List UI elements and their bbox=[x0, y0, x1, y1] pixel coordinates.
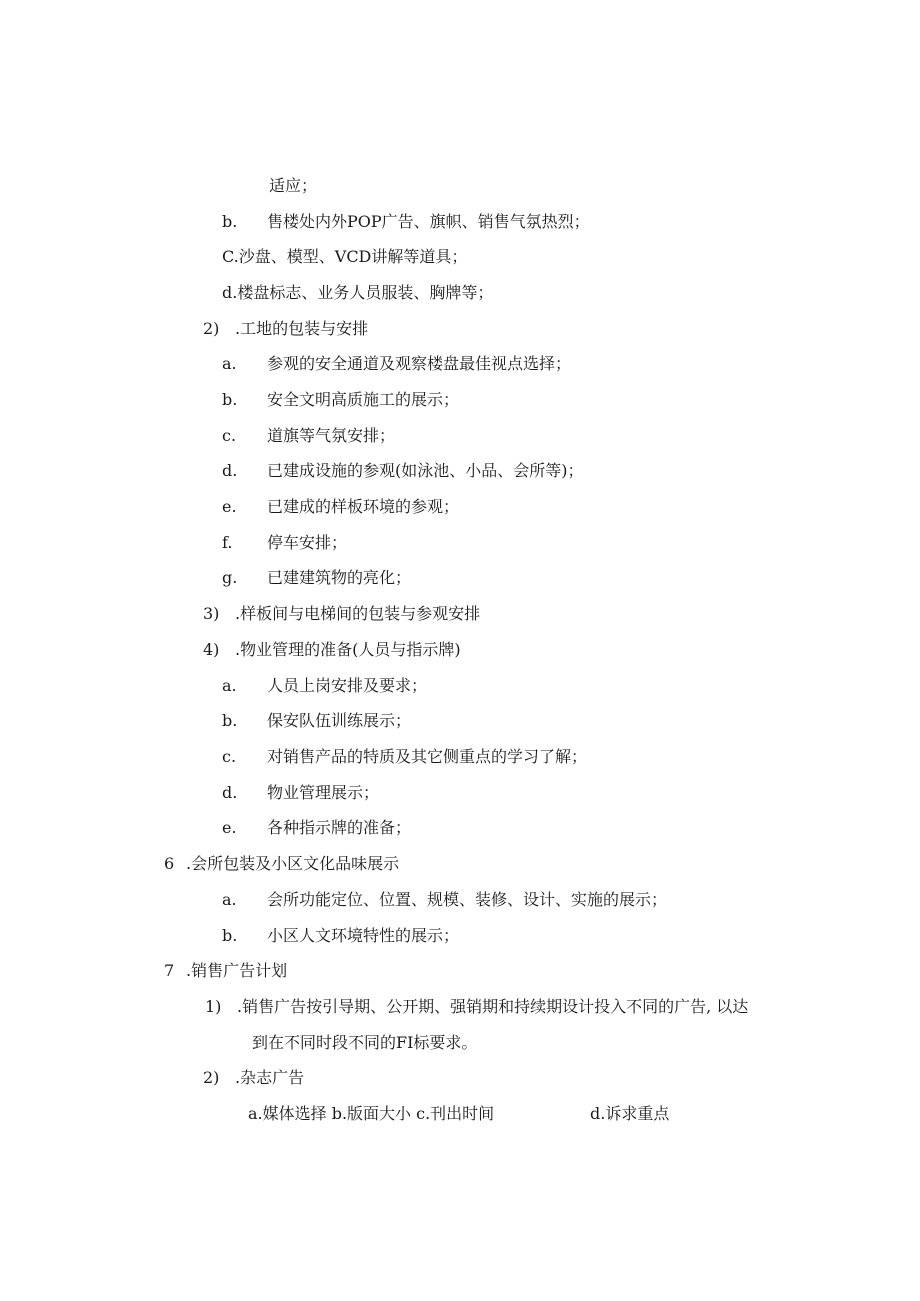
list-marker: b. bbox=[222, 926, 238, 945]
list-item: 已建成的样板环境的参观； bbox=[267, 497, 460, 516]
list-marker: d. bbox=[222, 783, 238, 802]
list-item: 会所功能定位、位置、规模、装修、设计、实施的展示； bbox=[267, 890, 668, 909]
heading-number: 6 bbox=[164, 854, 175, 873]
list-marker: b. bbox=[222, 711, 238, 730]
continuation-text: 适应； bbox=[269, 176, 318, 195]
list-item: 各种指示牌的准备； bbox=[267, 818, 412, 837]
list-marker: a. bbox=[222, 676, 237, 695]
list-item: 保安队伍训练展示； bbox=[267, 711, 412, 730]
heading-number: 7 bbox=[164, 961, 175, 980]
list-item: 物业管理展示； bbox=[267, 783, 380, 802]
list-marker: d. bbox=[222, 461, 238, 480]
section-number: 1) bbox=[205, 997, 222, 1016]
options-line: a.媒体选择 b.版面大小 c.刊出时间 bbox=[248, 1104, 495, 1123]
list-marker: b. bbox=[222, 212, 238, 231]
list-item: C.沙盘、模型、VCD讲解等道具； bbox=[222, 247, 468, 266]
list-item: 安全文明高质施工的展示； bbox=[267, 390, 460, 409]
section-heading: .杂志广告 bbox=[235, 1068, 305, 1087]
list-item: 已建成设施的参观(如泳池、小品、会所等)； bbox=[267, 461, 584, 480]
list-item: 对销售产品的特质及其它侧重点的学习了解； bbox=[267, 747, 588, 766]
list-marker: b. bbox=[222, 390, 238, 409]
list-marker: f. bbox=[222, 533, 233, 552]
list-item: 参观的安全通道及观察楼盘最佳视点选择； bbox=[267, 354, 572, 373]
paragraph-text: .销售广告按引导期、公开期、强销期和持续期设计投入不同的广告, 以达 bbox=[237, 997, 749, 1016]
list-marker: a. bbox=[222, 890, 237, 909]
section-heading: .会所包装及小区文化品味展示 bbox=[186, 854, 400, 873]
list-item: 人员上岗安排及要求； bbox=[267, 676, 428, 695]
section-heading: .销售广告计划 bbox=[186, 961, 288, 980]
list-marker: c. bbox=[222, 426, 237, 445]
paragraph-continuation: 到在不同时段不同的FI标要求。 bbox=[252, 1033, 478, 1052]
list-marker: e. bbox=[222, 497, 237, 516]
section-heading: .样板间与电梯间的包装与参观安排 bbox=[235, 604, 481, 623]
section-number: 4) bbox=[203, 640, 220, 659]
list-marker: c. bbox=[222, 747, 237, 766]
section-number: 2) bbox=[203, 1068, 220, 1087]
list-item: 已建建筑物的亮化； bbox=[267, 568, 412, 587]
list-marker: a. bbox=[222, 354, 237, 373]
list-item: d.楼盘标志、业务人员服装、胸牌等； bbox=[222, 283, 494, 302]
list-item: 停车安排； bbox=[267, 533, 348, 552]
list-marker: e. bbox=[222, 818, 237, 837]
section-heading: .物业管理的准备(人员与指示牌) bbox=[235, 640, 461, 659]
list-item: 小区人文环境特性的展示； bbox=[267, 926, 460, 945]
section-heading: .工地的包装与安排 bbox=[235, 319, 369, 338]
options-line-end: d.诉求重点 bbox=[590, 1104, 670, 1123]
section-number: 2) bbox=[203, 319, 220, 338]
list-marker: g. bbox=[222, 568, 238, 587]
section-number: 3) bbox=[203, 604, 220, 623]
list-item: 售楼处内外POP广告、旗帜、销售气氛热烈； bbox=[267, 212, 590, 231]
list-item: 道旗等气氛安排； bbox=[267, 426, 396, 445]
